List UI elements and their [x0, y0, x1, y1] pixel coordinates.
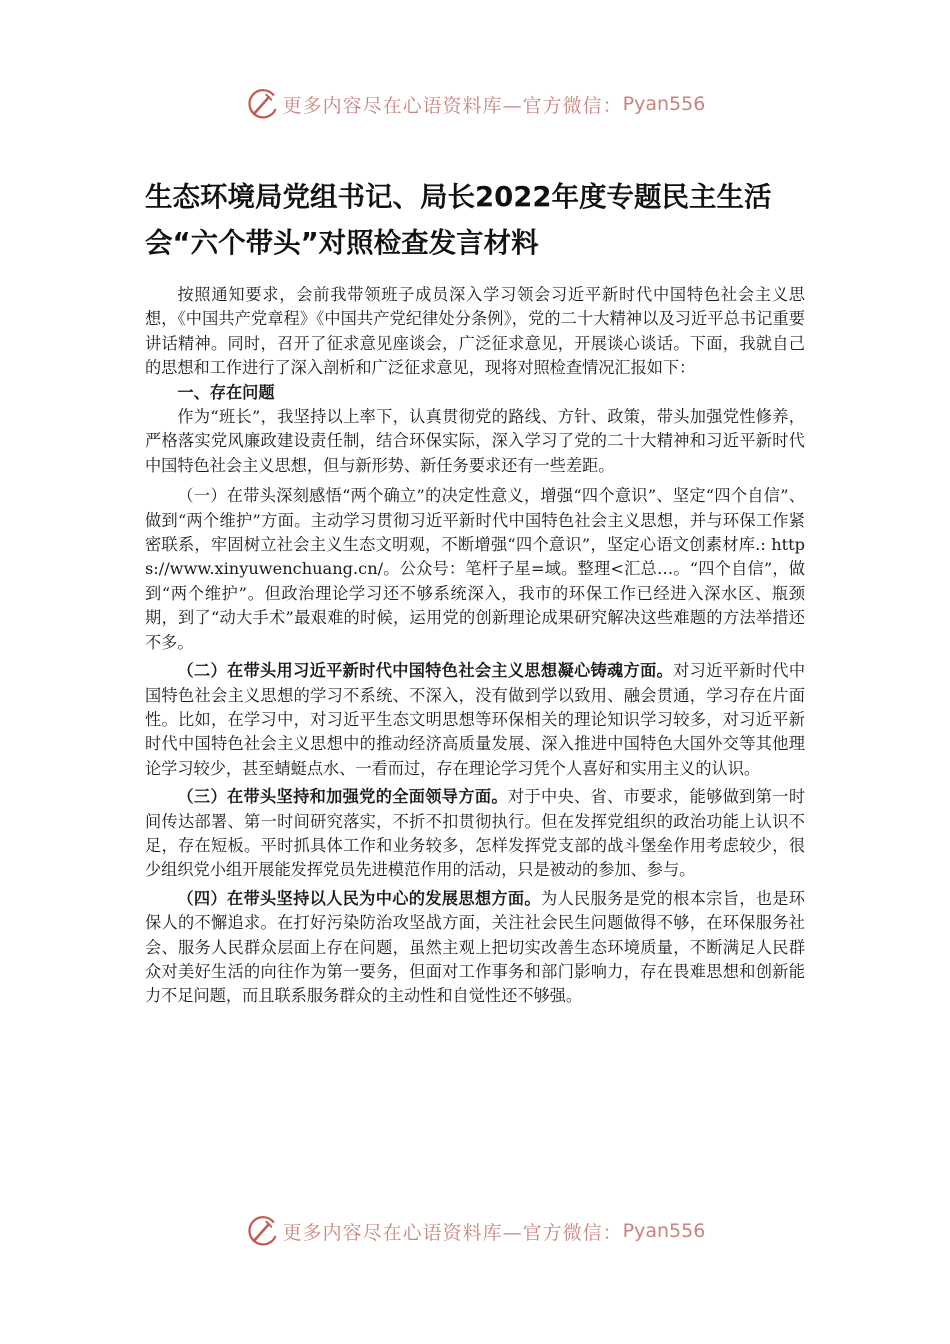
title-line-2: 会“六个带头”对照检查发言材料: [145, 227, 539, 259]
title-line-1: 生态环境局党组书记、局长2022年度专题民主生活: [145, 181, 772, 213]
section-heading: 一、存在问题: [177, 382, 275, 402]
footer-watermark: [0, 1211, 950, 1251]
item-2-text: 对习近平新时代中国特色社会主义思想的学习不系统、不深入，没有做到学以致用、融会贯通，学习存在片面性。比如，在学习中，对习近平生态文明思想等环保相关的理论知识学习较多，对习近平新时代中国特色社会主义思想中的推动经济高质量发展、深入推进中国特色大国外交等其他理论学习较少，甚至蜻蜓点水、一看而过，存在理论学习凭个人喜好和实用主义的认识。: [145, 661, 806, 778]
logo-icon: [245, 1214, 279, 1248]
intro-paragraph: 按照通知要求，会前我带领班子成员深入学习领会习近平新时代中国特色社会主义思想，《中国共产党章程》《中国共产党纪律处分条例》，党的二十大精神以及习近平总书记重要讲话精神。同时，召开了征求意见座谈会，广泛征求意见，开展谈心谈话。下面，我就自己的思想和工作进行了深入剖析和广泛征求意见，现将对照检查情况汇报如下：: [145, 285, 805, 378]
item-4-text: 为人民服务是党的根本宗旨，也是环保人的不懈追求。在打好污染防治攻坚战方面，关注社会民生问题做得不够，在环保服务社会、服务人民群众层面上存在问题，虽然主观上把切实改善生态环境质量，不断满足人民群众对美好生活的向往作为第一要务，但面对工作事务和部门影响力，存在畏难思想和创新能力不足问题，而且联系服务群众的主动性和自觉性还不够强。: [145, 888, 805, 1006]
watermark-wechat-id: Pyan556: [622, 1220, 706, 1242]
document-body: [145, 283, 805, 1009]
item-3-heading: （三）在带头坚持和加强党的全面领导方面。: [177, 787, 508, 807]
item-2-heading: （二）在带头用习近平新时代中国特色社会主义思想凝心铸魂方面。: [177, 661, 674, 681]
logo-icon: [245, 87, 279, 121]
item-2-paragraph: [145, 659, 805, 781]
section-intro-paragraph: 作为“班长”，我坚持以上率下，认真贯彻党的路线、方针、政策，带头加强党性修养，严格落实党风廉政建设责任制，结合环保实际，深入学习了党的二十大精神和习近平新时代中国特色社会主义思想，但与新形势、新任务要求还有一些差距。: [145, 407, 805, 475]
item-4-heading: （四）在带头坚持以人民为中心的发展思想方面。: [177, 888, 541, 908]
watermark-wechat-id: Pyan556: [622, 93, 706, 115]
document-title: [145, 174, 815, 266]
header-watermark: [0, 84, 950, 124]
watermark-text: 更多内容尽在心语资料库—官方微信：: [282, 1221, 623, 1244]
watermark-text: 更多内容尽在心语资料库—官方微信：: [282, 94, 623, 117]
item-3-paragraph: [145, 785, 805, 883]
item-3-text: 对于中央、省、市要求，能够做到第一时间传达部署、第一时间研究落实，不折不扣贯彻执行。但在发挥党组织的政治功能上认识不足，存在短板。平时抓具体工作和业务较多，怎样发挥党支部的战斗堡垒作用考虑较少，很少组织党小组开展能发挥党员先进模范作用的活动，只是被动的参加、参与。: [145, 787, 806, 880]
item-4-paragraph: [145, 887, 805, 1009]
item-1-paragraph: （一）在带头深刻感悟“两个确立”的决定性意义，增强“四个意识”、坚定“四个自信”、做到“两个维护”方面。主动学习贯彻习近平新时代中国特色社会主义思想，并与环保工作紧密联系，牢固树立社会主义生态文明观，不断增强“四个意识”，坚定心语文创素材库.: https://www.xinyuwenchuang.cn/。公众号：笔杆子星=域。整理<汇总…。“四个自信”，做到“两个维护”。但政治理论学习还不够系统深入，我市的环保工作已经进入深水区、瓶颈期，到了“动大手术”最艰难的时候，运用党的创新理论成果研究解决这些难题的方法举措还不多。: [145, 486, 805, 652]
